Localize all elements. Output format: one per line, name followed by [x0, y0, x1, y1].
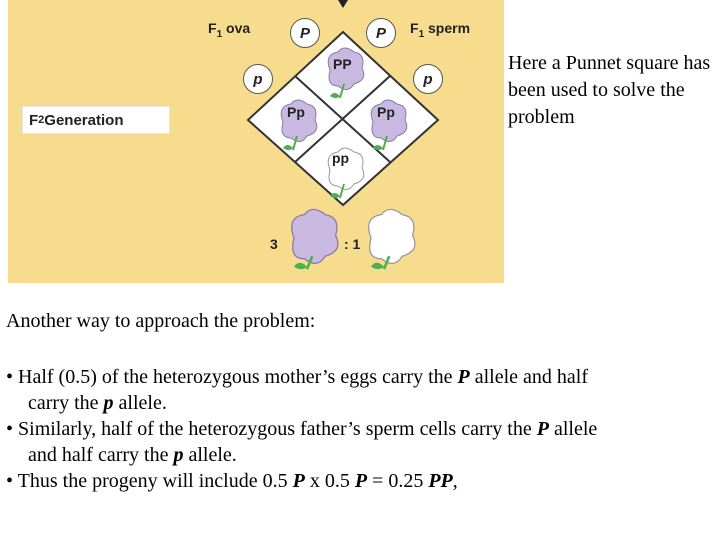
punnett-square-figure — [8, 0, 504, 283]
flower-purple-icon — [292, 209, 338, 269]
genotype-cell: Pp — [287, 104, 305, 120]
bullet-list — [6, 364, 597, 494]
figure-caption: Here a Punnet square has been used to solve the problem — [508, 52, 711, 128]
bullet-item: • Similarly, half of the heterozygous father’s sperm cells carry the P allele and half carry the p allele. — [6, 418, 598, 466]
genotype-cell: Pp — [377, 104, 395, 120]
f1-ova-label: $F_1$ ova — [208, 20, 251, 40]
ratio-recessive: : 1 — [344, 236, 361, 252]
genotype-cell: PP — [333, 56, 352, 72]
ova-allele-recessive: p — [243, 64, 273, 94]
ratio-dominant: 3 — [270, 236, 278, 252]
f1-sperm-label: $F_1$ sperm — [410, 20, 471, 40]
ova-allele-dominant: P — [290, 18, 320, 48]
punnett-square-graphic — [8, 0, 504, 283]
sperm-allele-dominant: P — [366, 18, 396, 48]
bullet-item: • Thus the progeny will include 0.5 P x 0.5 P = 0.25 PP, — [6, 470, 458, 492]
flower-white-icon — [369, 209, 415, 269]
bullet-item: • Half (0.5) of the heterozygous mother’s eggs carry the P allele and half carry the p allele. — [6, 366, 588, 414]
sperm-allele-recessive: p — [413, 64, 443, 94]
intro-text: Another way to approach the problem: — [6, 310, 316, 332]
f2-generation-label: F 2 Generation — [22, 106, 170, 134]
genotype-cell: pp — [332, 150, 350, 166]
